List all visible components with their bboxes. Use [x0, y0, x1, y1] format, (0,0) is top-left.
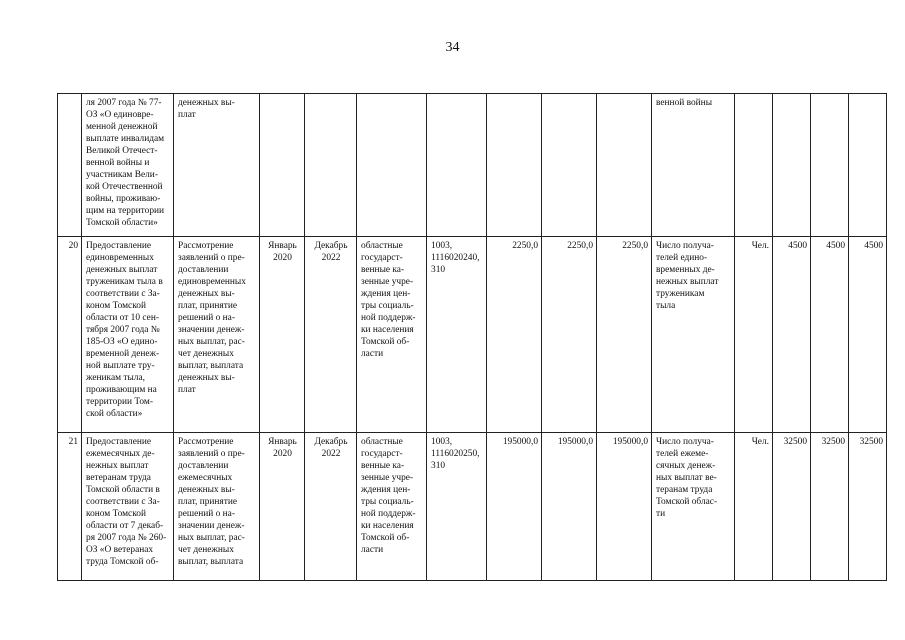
value-2021: [811, 94, 849, 237]
start-date: [260, 94, 305, 237]
executor: областные государст- венные ка- зенные учре- ждения цен- тры социаль- ной поддерж- ки населения Томской об- ласти: [357, 433, 427, 581]
event-name: Предоставление единовременных денежных выплат труженикам тыла в соответствии с За- коном Томской области от 10 сен- тября 2007 года № 185-ОЗ «О едино- временной денеж- ной выплате тру- женикам тыла, проживающим на территории Том- ской области»: [82, 237, 174, 433]
event-measure: Рассмотрение заявлений о пре- доставлении единовременных денежных вы- плат, принятие решений о на- значении денеж- ных выплат, рас- чет денежных выплат, выплата денежных вы- плат: [174, 237, 260, 433]
value-2020: 32500: [773, 433, 811, 581]
budget-code: 1003, 1116020240, 310: [427, 237, 487, 433]
table-row: [58, 237, 887, 433]
value-2021: 4500: [811, 237, 849, 433]
row-number: [58, 94, 82, 237]
value-2021: 32500: [811, 433, 849, 581]
unit: [735, 94, 773, 237]
end-date: Декабрь 2022: [305, 237, 357, 433]
value-2020: [773, 94, 811, 237]
unit: Чел.: [735, 433, 773, 581]
executor: областные государст- венные ка- зенные учре- ждения цен- тры социаль- ной поддерж- ки населения Томской об- ласти: [357, 237, 427, 433]
funding-2020: 2250,0: [487, 237, 542, 433]
funding-2021: 2250,0: [542, 237, 597, 433]
funding-2021: 195000,0: [542, 433, 597, 581]
start-date: Январь 2020: [260, 237, 305, 433]
budget-code: 1003, 1116020250, 310: [427, 433, 487, 581]
event-name: ля 2007 года № 77- ОЗ «О единовре- менной денежной выплате инвалидам Великой Отечест- венной войны и участникам Вели- кой Отечественной войны, проживаю- щим на территории Томской области»: [82, 94, 174, 237]
program-table: [57, 93, 887, 581]
value-2022: [849, 94, 887, 237]
funding-2022: [597, 94, 652, 237]
funding-2021: [542, 94, 597, 237]
funding-2022: 195000,0: [597, 433, 652, 581]
indicator: венной войны: [652, 94, 735, 237]
event-measure: Рассмотрение заявлений о пре- доставлении ежемесячных денежных вы- плат, принятие решений о на- значении денеж- ных выплат, рас- чет денежных выплат, выплата: [174, 433, 260, 581]
page-number: 34: [445, 40, 460, 55]
budget-code: [427, 94, 487, 237]
value-2022: 4500: [849, 237, 887, 433]
end-date: [305, 94, 357, 237]
unit: Чел.: [735, 237, 773, 433]
row-number: 21: [58, 433, 82, 581]
funding-2020: 195000,0: [487, 433, 542, 581]
event-measure: денежных вы- плат: [174, 94, 260, 237]
value-2022: 32500: [849, 433, 887, 581]
indicator: Число получа- телей едино- временных де- нежных выплат труженикам тыла: [652, 237, 735, 433]
start-date: Январь 2020: [260, 433, 305, 581]
funding-2020: [487, 94, 542, 237]
table-row: [58, 94, 887, 237]
table-row: [58, 433, 887, 581]
row-number: 20: [58, 237, 82, 433]
executor: [357, 94, 427, 237]
event-name: Предоставление ежемесячных де- нежных выплат ветеранам труда Томской области в соответствии с За- коном Томской области от 7 декаб- ря 2007 года № 260- ОЗ «О ветеранах труда Томской об-: [82, 433, 174, 581]
indicator: Число получа- телей ежеме- сячных денеж- ных выплат ве- теранам труда Томской облас- ти: [652, 433, 735, 581]
end-date: Декабрь 2022: [305, 433, 357, 581]
value-2020: 4500: [773, 237, 811, 433]
funding-2022: 2250,0: [597, 237, 652, 433]
